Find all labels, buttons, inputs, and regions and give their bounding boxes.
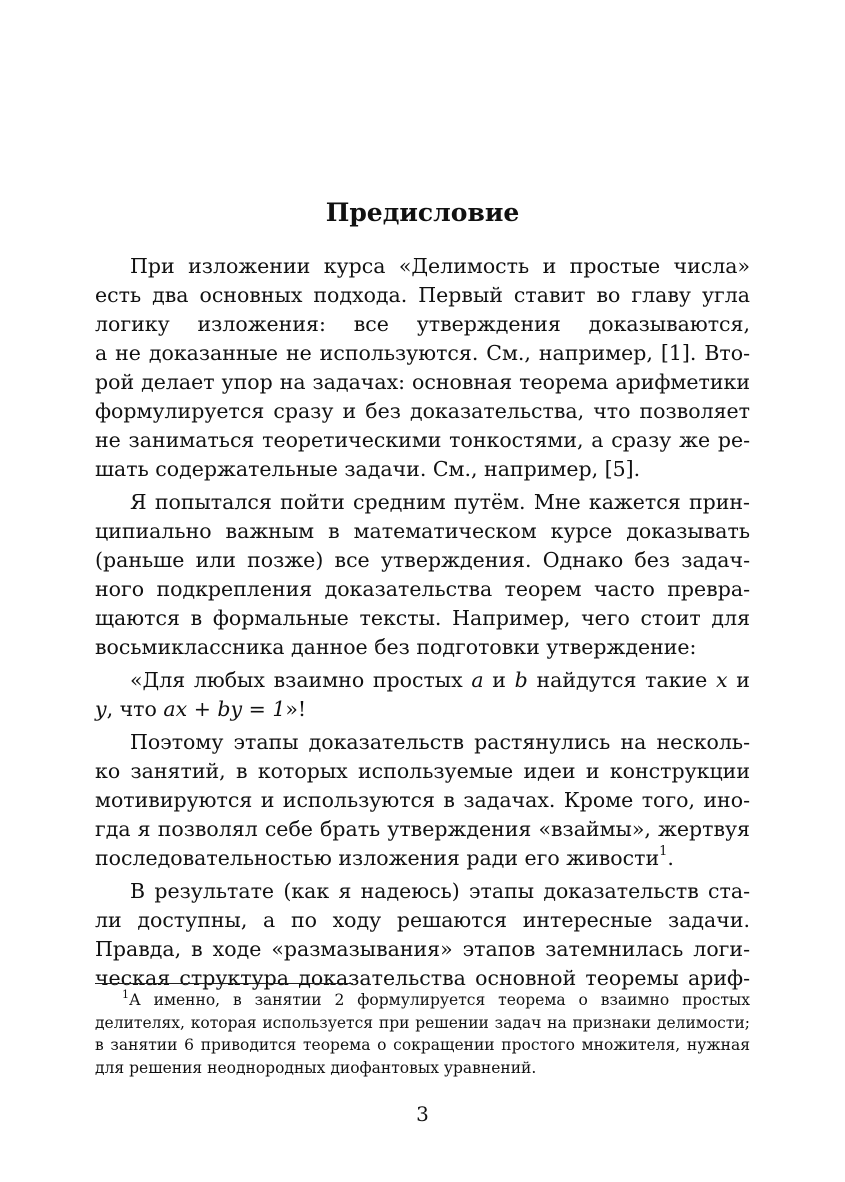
math-var-y: y — [95, 697, 107, 721]
text-line: гда я позволял себе брать утверждения «взаймы», жертвуя — [95, 817, 750, 841]
text-line: не заниматься теоретическими тонкостями, а сразу же ре- — [95, 428, 750, 452]
text-line: ли доступны, а по ходу решаются интересные задачи. — [95, 908, 750, 932]
footnote-marker: 1 — [122, 987, 129, 1001]
math-equation: ax + by = 1 — [163, 697, 286, 721]
text-line: восьмиклассника данное без подготовки утверждение: — [95, 635, 697, 659]
text-line: ческая структура доказательства основной теоремы ариф- — [95, 966, 750, 990]
text-line: Правда, в ходе «размазывания» этапов затемнилась логи- — [95, 937, 750, 961]
preface-body — [95, 252, 750, 997]
text-line — [60, 844, 750, 873]
text-line: Я попытался пойти средним путём. Мне кажется прин- — [130, 490, 750, 514]
text-fragment: последовательностью изложения ради его живости — [95, 846, 660, 870]
quote-text: «Для любых взаимно простых — [130, 668, 463, 692]
paragraph-1 — [95, 252, 750, 484]
text-line: При изложении курса «Делимость и простые числа» — [130, 254, 750, 278]
paragraph-quote — [95, 666, 750, 724]
page-number: 3 — [416, 1102, 429, 1126]
text-line: ципиально важным в математическом курсе доказывать — [95, 519, 750, 543]
math-var-b: b — [514, 668, 528, 692]
text-line: рой делает упор на задачах: основная теорема арифметики — [95, 370, 750, 394]
text-line: щаются в формальные тексты. Например, чего стоит для — [95, 606, 750, 630]
footnote-reference: 1 — [659, 844, 668, 860]
quote-text: найдутся такие — [536, 668, 708, 692]
footnote-divider — [95, 983, 353, 984]
text-line: ко занятий, в которых используемые идеи и конструкции — [95, 759, 750, 783]
text-line: мотивируются и используются в задачах. Кроме того, ино- — [95, 788, 750, 812]
text-line: ного подкрепления доказательства теорем часто превра- — [95, 577, 750, 601]
footnote — [95, 989, 750, 1079]
text-fragment: . — [667, 846, 674, 870]
page-title: Предисловие — [325, 198, 520, 227]
paragraph-2 — [95, 488, 750, 662]
paragraph-3 — [95, 728, 750, 873]
quote-text: , что — [106, 697, 157, 721]
text-line: формулируется сразу и без доказательства, что позволяет — [95, 399, 750, 423]
text-line: Поэтому этапы доказательств растянулись на несколь- — [130, 730, 750, 754]
quote-text: и — [492, 668, 506, 692]
quote-text: и — [736, 668, 750, 692]
math-var-a: a — [471, 668, 484, 692]
text-line: шать содержательные задачи. См., например, [5]. — [95, 457, 641, 481]
text-line: есть два основных подхода. Первый ставит во главу угла — [95, 283, 750, 307]
quote-text: »! — [285, 697, 307, 721]
paragraph-4 — [95, 877, 750, 993]
math-var-x: x — [716, 668, 728, 692]
text-line: логику изложения: все утверждения доказываются, — [95, 312, 750, 336]
footnote-text: А именно, в занятии 2 формулируется теорема о взаимно простых делителях, которая используется при решении задач на признаки делимости; в занятии 6 приводится теорема о сокращении простого множителя, нужная для решения неоднородных диофантовых уравнений. — [95, 991, 750, 1077]
text-line: (раньше или позже) все утверждения. Однако без задач- — [95, 548, 750, 572]
text-line: а не доказанные не используются. См., например, [1]. Вто- — [95, 341, 750, 365]
text-line: В результате (как я надеюсь) этапы доказательств ста- — [130, 879, 750, 903]
